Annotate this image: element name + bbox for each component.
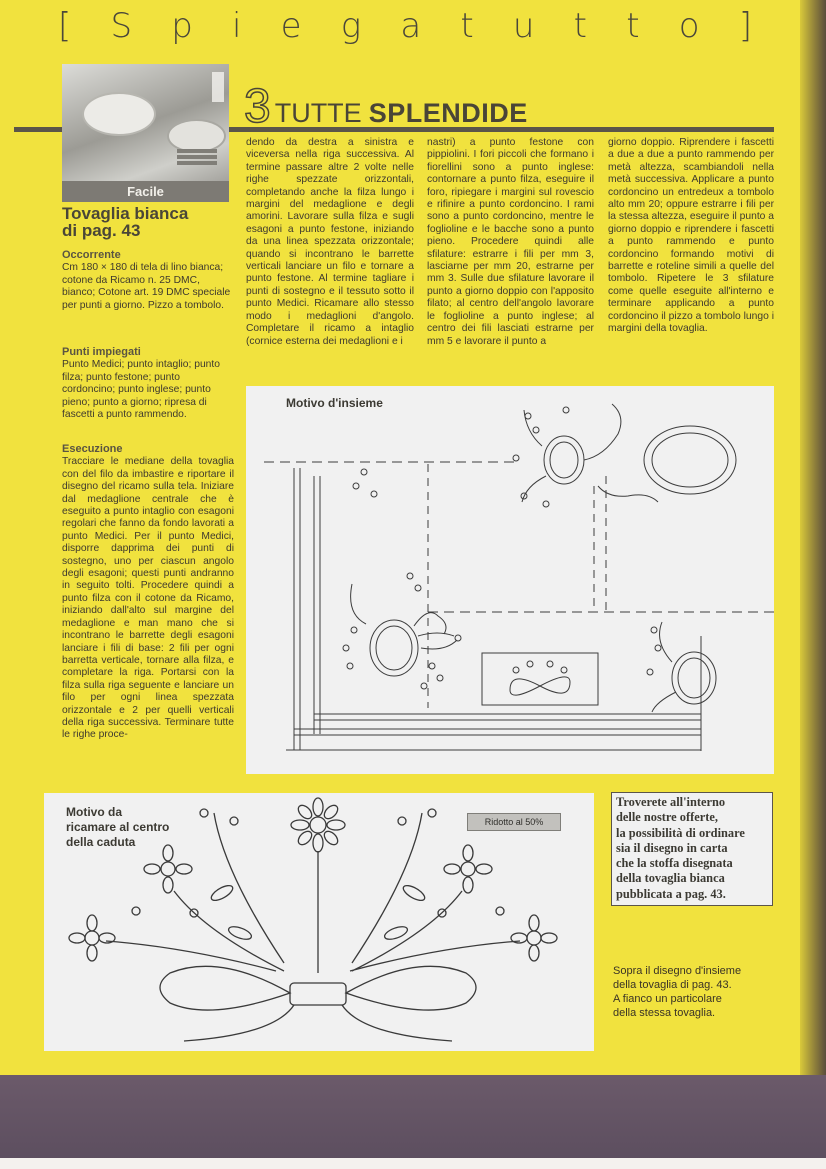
header-letter: t — [573, 6, 588, 46]
offer-line: che la stoffa disegnata — [616, 856, 733, 871]
article-title-light: TUTTE — [274, 98, 362, 128]
header-letter: [ — [58, 6, 72, 46]
drop-pattern-figure — [44, 793, 594, 1051]
plate-shape — [167, 119, 226, 153]
materials-heading: Occorrente — [62, 249, 121, 261]
header-letter: t — [626, 6, 640, 46]
stitches-section — [62, 346, 234, 421]
plate-shape — [82, 92, 156, 136]
right-flowers — [350, 809, 557, 971]
running-header — [0, 0, 800, 52]
ribbon-bow — [160, 966, 476, 1041]
overall-pattern-drawing — [246, 386, 774, 774]
header-letter: p — [171, 6, 193, 46]
header-letter: a — [400, 6, 422, 46]
article-column-1: dendo da destra a sinistra e viceversa nella riga successiva. Al termine passare altre 2 volte nelle righe spezzate orizzontali, completando anche la filza lungo i margini del medaglione e degli amorini. Lavorare sulla filza e sugli esagoni a punto festone, iniziando da una linea spezzata orizzontale; quando si incontrano le barrette verticali lanciare un filo e tornare a punto festone. Al termine tagliare i punti di sostegno e il tessuto sotto il punto Medici. Ricamare allo stesso modo i medaglioni d'angolo. Completare il ricamo a intaglio (cornice esterna dei medaglioni e i — [246, 137, 414, 347]
stitches-heading: Punti impiegati — [62, 346, 141, 358]
offer-box — [611, 792, 773, 906]
header-letter: t — [460, 6, 474, 46]
page-spine — [800, 0, 826, 1169]
header-letter: i — [232, 6, 242, 46]
execution-text: Tracciare le mediane della tovaglia con del filo da imbastire e riportare il disegno del ricamo sulla tela. Iniziare dal medaglione centrale che è eseguito a punto intaglio con esagoni regolari che fanno da fondo lavorati a punto Medici. Per il punto Medici, disporre dapprima dei punti di sostegno, uno per ciascun angolo degli esagoni; questi punti andranno in seguito tolti. Procedere quindi a punto filza con il cotone da Ricamo, iniziando dall'alto sul margine del medaglione e man mano che si incontrano le barrette degli esagoni lanciare i fili di base: 2 fili per ogni barretta verticale, tornare alla filza, e completare la riga. Portarsi con la filza sulla riga seguente e lanciare un filo per ogni linea spezzata orizzontale e 2 per quelli verticali della riga successiva. Terminare tutte le righe proce- — [62, 456, 234, 741]
bow-panel — [482, 653, 598, 705]
right-medallion — [647, 622, 716, 712]
drop-pattern-label-line2: ricamare al centro — [66, 820, 170, 834]
caption-line: A fianco un particolare — [613, 993, 722, 1005]
article-title-bold: SPLENDIDE — [368, 98, 528, 128]
overall-pattern-figure — [246, 386, 774, 774]
page-bottom-margin — [0, 1158, 826, 1169]
article-title — [244, 80, 528, 133]
article-column-3: giorno doppio. Riprendere i fascetti a due a due a punto rammendo per metà altezza, scambiandoli nella metà successiva. Applicare a punto cordoncino un entredeux a tombolo alto mm 20; oppure estrarre i fili per la stessa altezza, eseguire il punto a giorno doppio e riprendere i fascetti a punto rammendo e punto cordoncino formando motivi di barrette e roteline simili a quelle del tombolo. Ripetere le 3 sfilature come quelle eseguite all'interno e terminare applicando a punto cordoncino il pizzo a tombolo lungo i margini della tovaglia. — [608, 137, 774, 335]
execution-section — [62, 443, 234, 742]
materials-text: Cm 180 × 180 di tela di lino bianca; cotone da Ricamo n. 25 DMC, bianco; Cotone art. 19 DMC speciale per punti a giorno. Pizzo a tombolo. — [62, 262, 231, 311]
offer-line: pubblicata a pag. 43. — [616, 886, 726, 901]
drop-pattern-drawing — [44, 793, 594, 1051]
glass-shape — [212, 72, 224, 102]
offer-line: Troverete all'interno — [616, 795, 726, 809]
caption-line: Sopra il disegno d'insieme — [613, 965, 742, 977]
stitches-text: Punto Medici; punto intaglio; punto filza; punto festone; punto cordoncino; punto inglese; punto pieno; punto a giorno; ripresa di fascetti a punto rammendo. — [62, 359, 220, 421]
cutlery-shape — [177, 149, 217, 153]
offer-line: sia il disegno in carta — [616, 840, 728, 855]
header-letter: e — [280, 6, 302, 46]
drop-pattern-label-line3: della caduta — [66, 835, 136, 849]
central-flower — [291, 798, 345, 973]
offer-line: delle nostre offerte, — [616, 810, 718, 825]
header-letter: o — [678, 6, 700, 46]
offer-line: la possibilità di ordinare — [616, 825, 745, 840]
header-letter: ] — [738, 6, 752, 46]
header-letter: S — [110, 6, 133, 46]
scale-badge: Ridotto al 50% — [467, 813, 561, 831]
article-number: 3 — [244, 80, 271, 133]
corner-medallion — [343, 573, 461, 689]
materials-section — [62, 249, 234, 312]
header-letter: g — [340, 6, 362, 46]
difficulty-label: Facile — [62, 181, 229, 202]
article-column-2: nastri) a punto festone con pippiolini. I fori piccoli che formano i fiorellini sono a punto inglese: contornare a punto filza, eseguire il foro, ripiegare i margini sul rovescio e rifinire a punto cordoncino. I rami sono a punto cordoncino, mentre le foglioline e le bacche sono a punto pieno. Procedere quindi alle sfilature: estrarre i fili per mm 3, lasciarne per mm 20, estrarne per mm 3. Sulle due sfilature lavorare il punto a giorno doppio con l'apposito filato; al centro dell'angolo lavorare le foglioline a punto inglese; al centro dei fili lasciati estrarne per mm 5 e lavorare il punto a — [427, 137, 594, 347]
page-bottom-shadow — [0, 1075, 826, 1169]
overall-pattern-label: Motivo d'insieme — [286, 396, 383, 410]
project-title — [62, 205, 232, 239]
left-flowers — [69, 809, 284, 971]
caption-line: della stessa tovaglia. — [613, 1007, 716, 1019]
execution-heading: Esecuzione — [62, 443, 123, 455]
offer-line: della tovaglia bianca — [616, 871, 725, 886]
border-lines — [264, 462, 774, 751]
header-letter: u — [512, 6, 535, 46]
drop-pattern-label-line1: Motivo da — [66, 805, 122, 819]
top-medallions — [353, 404, 736, 507]
figure-caption — [613, 964, 773, 1020]
caption-line: della tovaglia di pag. 43. — [613, 979, 732, 991]
project-title-line2: di pag. 43 — [62, 221, 141, 240]
project-title-line1: Tovaglia bianca — [62, 204, 189, 223]
